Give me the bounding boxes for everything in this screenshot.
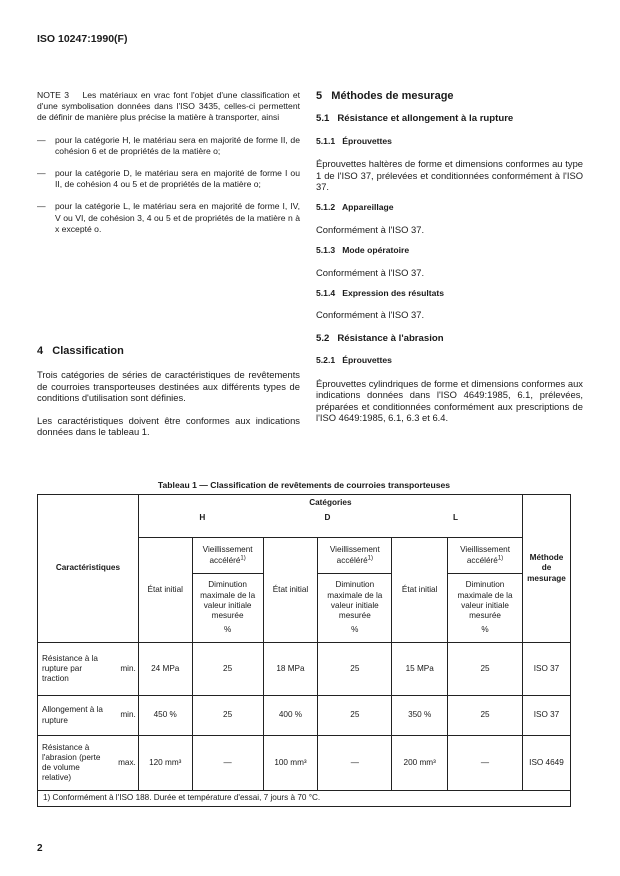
table-cell: 15 MPa (392, 643, 448, 696)
table-cell: 120 mm³ (138, 736, 192, 791)
table-cell: 25 (192, 643, 263, 696)
row-label: Résistance à la rupture par traction (38, 643, 113, 696)
table-cell: 450 % (138, 696, 192, 736)
table-cell: — (192, 736, 263, 791)
section-5: 5 Méthodes de mesurage 5.1 Résistance et allongement à la rupture 5.1.1 Éprouvettes Éprouvettes haltères de forme et dimensions conformes au type 1 de l'ISO 37, prélevées et conditionnées conformément à l'ISO 37. 5.1.2 Appareillage Conformément à l'ISO 37. 5.1.3 Mode opératoire Conformément à l'ISO 37. 5.1.4 Expression des résultats Conformément à l'ISO 37. 5.2 Résistance à l'abrasion 5.2.1 Éprouvettes Éprouvettes cylindriques de forme et dimensions conformes aux indications données dans l'ISO 4649:1985, 6.1, prélevées, préparées et conditionnées conformément aux prescriptions de l'ISO 4649:1985, 6.1, 6.3 et 6.4. (316, 90, 583, 423)
table-cell: 200 mm³ (392, 736, 448, 791)
table-footnote: 1) Conformément à l'ISO 188. Durée et température d'essai, 7 jours à 70 °C. (38, 791, 571, 807)
row-limit: min. (112, 643, 138, 696)
list-item: — pour la catégorie L, le matériau sera en majorité de forme I, IV, V ou VI, de cohésion 3, 4 ou 5 et de propriétés de la matière n à x excepté o. (37, 201, 300, 234)
table-cell: 25 (318, 643, 392, 696)
note-text: Les matériaux en vrac font l'objet d'une classification et d'une symbolisation données dans l'ISO 3435, celles-ci permettent de définir de manière plus précise la matière à transporter, ainsi (37, 90, 300, 123)
row-limit: max. (112, 736, 138, 791)
row-label: Résistance à l'abrasion (perte de volume relative) (38, 736, 113, 791)
table-cell: — (318, 736, 392, 791)
section-title: 5 Méthodes de mesurage (316, 90, 454, 102)
document-header: ISO 10247:1990(F) (37, 33, 128, 45)
table-cell: 25 (448, 643, 523, 696)
table-cell: — (448, 736, 523, 791)
table-cell: 18 MPa (263, 643, 318, 696)
table-row (38, 696, 571, 736)
table-cell: 24 MPa (138, 643, 192, 696)
table-cell: 350 % (392, 696, 448, 736)
section-title: 4 Classification (37, 345, 124, 357)
table-cell: 25 (448, 696, 523, 736)
classification-table: Caractéristiques Catégories H D L Méthode de mesurage État initial Vieillissement accéléré$^{1)}$ État initial Vieillissement accéléré$^{1)}$ État initial Vieillissement accéléré$^{1)}$ Diminution maximale de la valeur initiale mesurée % Diminution maximale de la valeur initiale mesurée % Diminution maximale de la valeur initiale mesurée % Résistance à la rupture par traction min. 24 MPa 25 18 MPa 25 15 MPa 25 ISO 37 Allongement à la rupture min. 450 % 25 400 % 25 350 % 25 ISO 37 Résistance à l'abrasion (perte de volume relative) max. 120 mm³ — 100 mm³ — 200 mm³ — ISO 4649 1) Conformément à l'ISO 188. Durée et température d'essai, 7 jours à 70 °C. (37, 494, 571, 807)
table-cell: 400 % (263, 696, 318, 736)
note-3 (37, 90, 300, 235)
header-characteristics: Caractéristiques (38, 495, 139, 643)
table-cell: 25 (318, 696, 392, 736)
list-item: — pour la catégorie H, le matériau sera en majorité de forme II, de cohésion 6 et de propriétés de la matière o; (37, 134, 300, 156)
section-4: 4 Classification Trois catégories de séries de caractéristiques de revêtements de courroies transporteuses destinées aux différents types de conditions d'utilisation sont définies. Les caractéristiques doivent être conformes aux indications données dans le tableau 1. (37, 345, 300, 438)
row-label: Allongement à la rupture (38, 696, 113, 736)
note-label: NOTE 3 (37, 90, 70, 100)
table-row (38, 643, 571, 696)
table-row (38, 736, 571, 791)
row-method: ISO 4649 (522, 736, 570, 791)
table-cell: 100 mm³ (263, 736, 318, 791)
table-caption: Tableau 1 — Classification de revêtements de courroies transporteuses (157, 480, 451, 490)
row-method: ISO 37 (522, 696, 570, 736)
row-limit: min. (112, 696, 138, 736)
header-method: Méthode de mesurage (522, 495, 570, 643)
list-item: — pour la catégorie D, le matériau sera en majorité de forme I ou II, de cohésion 4 ou 5 et de propriétés de la matière o; (37, 168, 300, 190)
table-cell: 25 (192, 696, 263, 736)
row-method: ISO 37 (522, 643, 570, 696)
page-number: 2 (37, 843, 43, 854)
